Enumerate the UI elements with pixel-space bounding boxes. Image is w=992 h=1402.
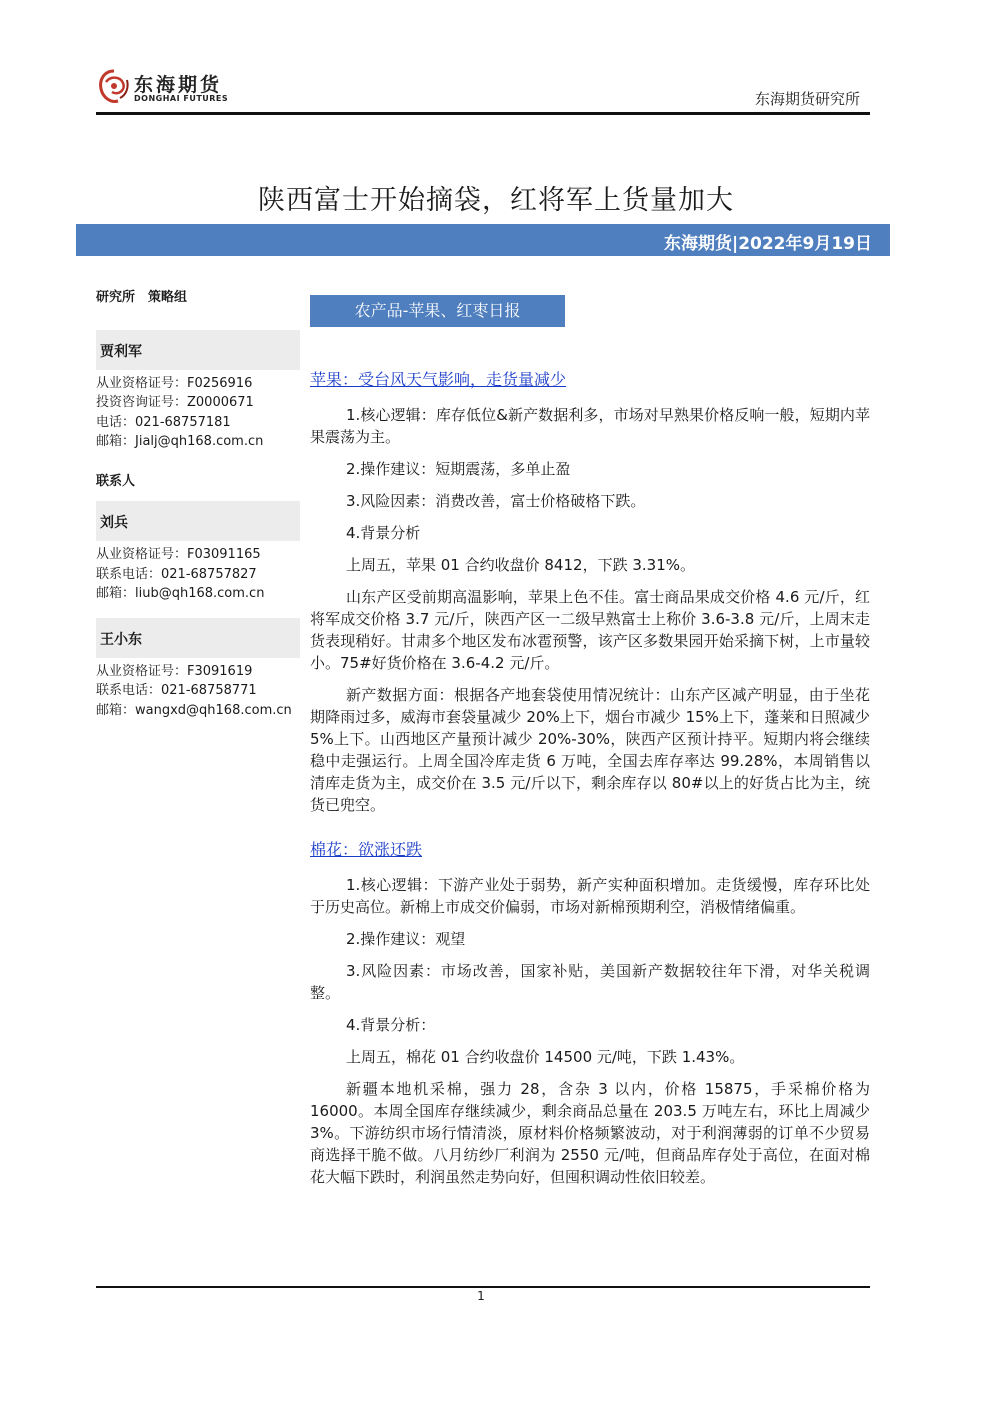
cotton-advice: 2.操作建议：观望 [346, 930, 466, 948]
contact-name: 王小东 [96, 618, 300, 658]
analyst-email: 邮箱：Jialj@qh168.com.cn [96, 434, 264, 449]
footer-divider [96, 1286, 870, 1288]
cotton-market-detail: 新疆本地机采棉，强力 28，含杂 3 以内，价格 15875，手采棉价格为 16000。本周全国库存继续减少，剩余商品总量在 203.5 万吨左右，环比上周减少 3%。下游纺织市场行情清淡，原材料价格频繁波动，对于利润薄弱的订单不少贸易商选择干脆不做。八月纺纱厂利润为 2550 元/吨，但商品库存处于高位，在面对棉花大幅下跌时，利润虽然走势向好，但囤积调动性依旧较差。 [310, 1080, 870, 1186]
analyst-line: 电话：021-68757181 [96, 414, 231, 430]
donghai-logo-icon [96, 68, 132, 106]
research-group: 研究所 策略组 [96, 290, 188, 305]
page-number: 1 [477, 1289, 485, 1303]
cotton-risk: 3.风险因素：市场改善，国家补贴，美国新产数据较往年下滑，对华关税调整。 [310, 962, 870, 1002]
report-body [310, 368, 870, 1198]
company-logo [96, 66, 246, 110]
analyst-line: 投资咨询证号：Z0000671 [96, 395, 254, 410]
apple-advice: 2.操作建议：短期震荡，多单止盈 [346, 460, 571, 478]
contact-name: 刘兵 [96, 501, 300, 541]
apple-close-price: 上周五，苹果 01 合约收盘价 8412，下跌 3.31%。 [346, 556, 695, 574]
cotton-background-label: 4.背景分析： [346, 1016, 436, 1034]
report-date: 东海期货|2022年9月19日 [663, 234, 872, 254]
header-divider [96, 112, 870, 115]
cotton-core-logic: 1.核心逻辑：下游产业处于弱势，新产实种面积增加。走货缓慢，库存环比处于历史高位。新棉上市成交价偏弱，市场对新棉预期利空，消极情绪偏重。 [310, 876, 870, 916]
apple-background-label: 4.背景分析 [346, 524, 421, 542]
contact-email: 邮箱：wangxd@qh168.com.cn [96, 702, 292, 718]
contact-line: 联系电话：021-68757827 [96, 566, 257, 582]
apple-new-production: 新产数据方面：根据各产地套袋使用情况统计：山东产区减产明显，由于坐花期降雨过多，威海市套袋量减少 20%上下，烟台市减少 15%上下，蓬莱和日照减少 5%上下。山西地区产量预计减少 20%-30%，陕西产区预计持平。短期内将会继续稳中走强运行。上周全国冷库走货 6 万吨，全国去库存率达 99.28%，本周销售以清库走货为主，成交价在 3.5 元/斤以下，剩余库存以 80#以上的好货占比为主，统货已兜空。 [310, 686, 870, 814]
apple-regional-prices: 山东产区受前期高温影响，苹果上色不佳。富士商品果成交价格 4.6 元/斤，红将军成交价格 3.7 元/斤，陕西产区一二级早熟富士上称价 3.6-3.8 元/斤，上周末走货表现稍好。甘肃多个地区发布冰雹预警，该产区多数果园开始采摘下树，上市量较小。75#好货价格在 3.6-4.2 元/斤。 [310, 588, 870, 672]
institute-name: 东海期货研究所 [754, 90, 860, 108]
logo-chinese-text: 东海期货 [134, 74, 223, 96]
analyst-line: 从业资格证号：F0256916 [96, 375, 253, 391]
contact-line: 联系电话：021-68758771 [96, 683, 257, 698]
apple-risk: 3.风险因素：消费改善，富士价格破格下跌。 [346, 492, 646, 510]
author-sidebar [96, 288, 300, 720]
contact-line: 从业资格证号：F03091165 [96, 547, 261, 562]
date-bar [76, 224, 890, 256]
analyst-name: 贾利军 [96, 330, 300, 370]
contact-line: 从业资格证号：F3091619 [96, 663, 253, 679]
section-tab: 农产品-苹果、红枣日报 [310, 295, 565, 327]
logo-english-text: DONGHAI FUTURES [134, 94, 229, 103]
apple-core-logic: 1.核心逻辑：库存低位&新产数据利多，市场对早熟果价格反响一般，短期内苹果震荡为主。 [310, 406, 870, 446]
cotton-close-price: 上周五，棉花 01 合约收盘价 14500 元/吨，下跌 1.43%。 [346, 1048, 745, 1066]
apple-heading-link[interactable]: 苹果：受台风天气影响，走货量减少 [310, 370, 567, 389]
cotton-heading-link[interactable]: 棉花：欲涨还跌 [310, 840, 423, 859]
report-title: 陕西富士开始摘袋，红将军上货量加大 [258, 185, 734, 216]
contact-label: 联系人 [96, 473, 136, 489]
contact-email: 邮箱：liub@qh168.com.cn [96, 586, 265, 601]
